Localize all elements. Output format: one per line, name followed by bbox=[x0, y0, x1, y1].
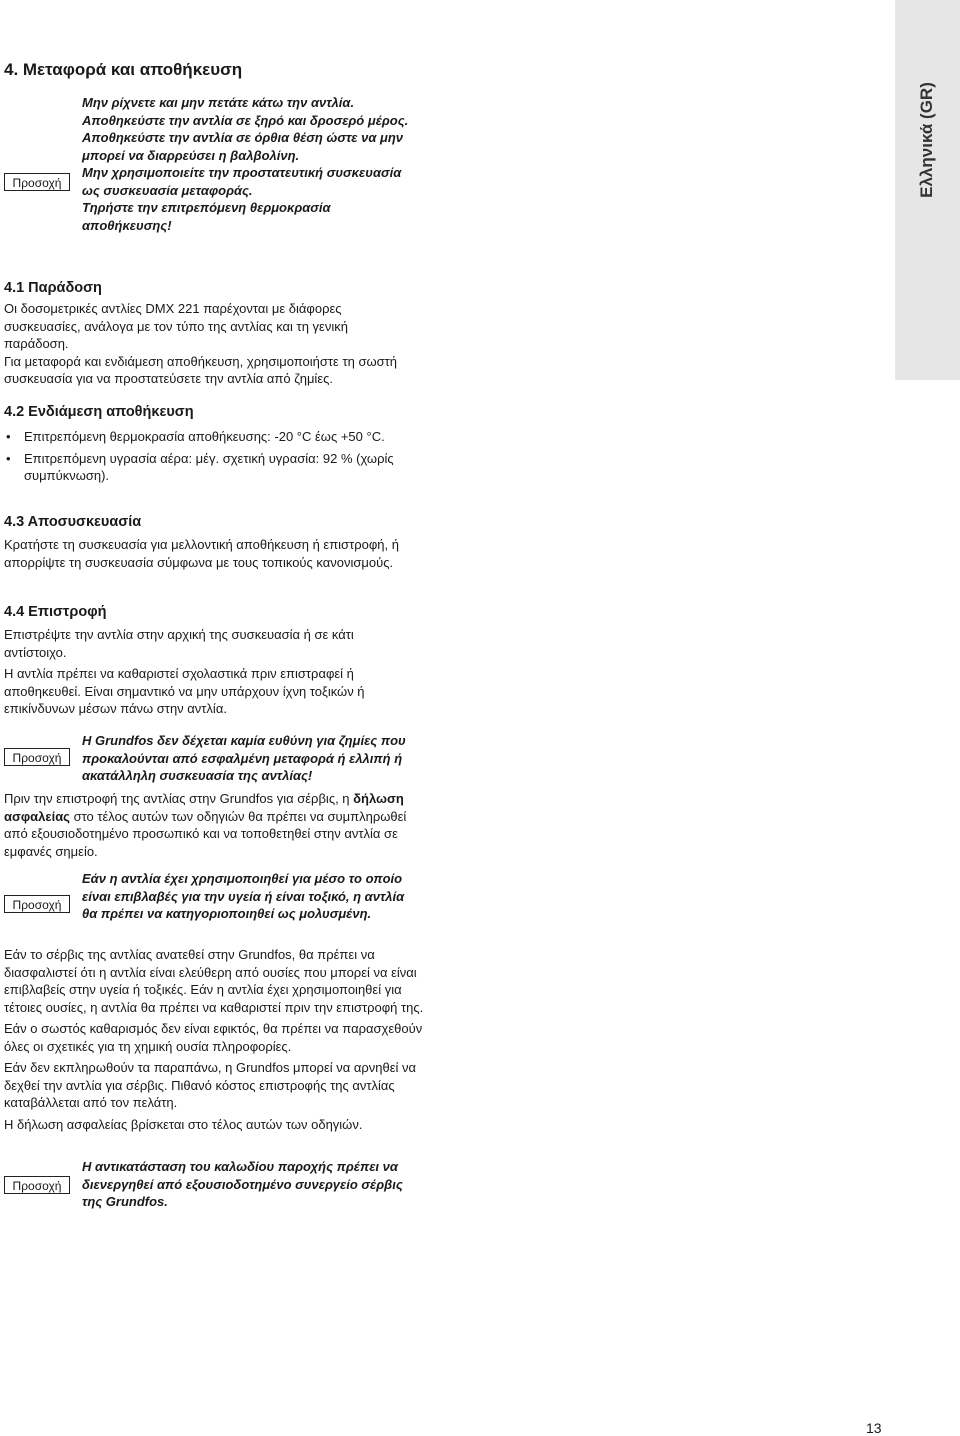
paragraph: Οι δοσομετρικές αντλίες DMX 221 παρέχονται με διάφορες συσκευασίες, ανάλογα με τον τύπο της αντλίας και τη γενική παράδοση. bbox=[4, 301, 348, 351]
return-details-block bbox=[4, 946, 424, 1133]
caution-label: Προσοχή bbox=[4, 1176, 70, 1194]
section-4-1 bbox=[4, 280, 404, 388]
section-4-2 bbox=[4, 404, 404, 489]
list-item: • Επιτρεπόμενη υγρασία αέρα: μέγ. σχετική υγρασία: 92 % (χωρίς συμπύκνωση). bbox=[4, 450, 404, 485]
subsection-title: 4.2 Ενδιάμεση αποθήκευση bbox=[4, 404, 194, 420]
bullet-list bbox=[4, 428, 404, 485]
caution-label: Προσοχή bbox=[4, 748, 70, 766]
section-title: 4. Μεταφορά και αποθήκευση bbox=[4, 60, 243, 79]
caution-text: Η αντικατάσταση του καλωδίου παροχής πρέπει να διενεργηθεί από εξουσιοδοτημένο συνεργείο σέρβις της Grundfos. bbox=[82, 1159, 403, 1209]
return-paragraph-block bbox=[4, 790, 424, 860]
page-number: 13 bbox=[866, 1420, 882, 1436]
paragraph: Η δήλωση ασφαλείας βρίσκεται στο τέλος αυτών των οδηγιών. bbox=[4, 1116, 363, 1132]
section-4-4 bbox=[4, 604, 404, 718]
caution-label: Προσοχή bbox=[4, 173, 70, 191]
paragraph: Για μεταφορά και ενδιάμεση αποθήκευση, χρησιμοποιήστε τη σωστή συσκευασία για να προστατεύσετε την αντλία από ζημίες. bbox=[4, 353, 398, 386]
caution-line: Αποθηκεύστε την αντλία σε όρθια θέση ώστε να μην μπορεί να διαρρεύσει η βαλβολίνη. bbox=[82, 130, 404, 163]
subsection-title: 4.3 Αποσυσκευασία bbox=[4, 514, 142, 530]
caution-text: Η Grundfos δεν δέχεται καμία ευθύνη για ζημίες που προκαλούνται από εσφαλμένη μεταφορά ή ελλιπή ή ακατάλληλη συσκευασία της αντλίας! bbox=[82, 733, 406, 783]
text-run-bold: δήλωση ασφαλείας bbox=[4, 791, 404, 824]
caution-line: Τηρήστε την επιτρεπόμενη θερμοκρασία αποθήκευσης! bbox=[82, 200, 331, 233]
list-item: • Επιτρεπόμενη θερμοκρασία αποθήκευσης: -20 °C έως +50 °C. bbox=[4, 428, 404, 446]
section-4-heading-block bbox=[4, 60, 424, 80]
paragraph: Κρατήστε τη συσκευασία για μελλοντική αποθήκευση ή επιστροφή, ή απορρίψτε τη συσκευασία σύμφωνα με τους τοπικούς κανονισμούς. bbox=[4, 537, 399, 570]
caution-line: Αποθηκεύστε την αντλία σε ξηρό και δροσερό μέρος. bbox=[82, 112, 409, 128]
text-run: στο τέλος αυτών των οδηγιών θα πρέπει να συμπληρωθεί από εξουσιοδοτημένο προσωπικό και να τοποθετηθεί στην αντλία σε εμφανές σημείο. bbox=[4, 808, 407, 859]
text-run: Πριν την επιστροφή της αντλίας στην Grundfos για σέρβις, η bbox=[4, 791, 354, 806]
paragraph: Εάν ο σωστός καθαρισμός δεν είναι εφικτός, θα πρέπει να παρασχεθούν όλες οι σχετικές για τη χημική ουσία πληροφορίες. bbox=[4, 1021, 423, 1054]
paragraph-safety-declaration bbox=[4, 790, 424, 860]
caution-text: Εάν η αντλία έχει χρησιμοποιηθεί για μέσο το οποίο είναι επιβλαβές για την υγεία ή είναι τοξικό, η αντλία θα πρέπει να κατηγοριοποιηθεί ως μολυσμένη. bbox=[82, 871, 405, 921]
paragraph: Η αντλία πρέπει να καθαριστεί σχολαστικά πριν επιστραφεί ή αποθηκευθεί. Είναι σημαντικό να μην υπάρχουν ίχνη τοξικών ή επικίνδυνων μέσων πάνω στην αντλία. bbox=[4, 666, 365, 716]
caution-line: Μην ρίχνετε και μην πετάτε κάτω την αντλία. bbox=[82, 95, 355, 110]
paragraph: Εάν το σέρβις της αντλίας ανατεθεί στην Grundfos, θα πρέπει να διασφαλιστεί ότι η αντλία είναι ελεύθερη από ουσίες που μπορεί να είναι επιβλαβείς στην υγεία ή τοξικές. Εάν η αντλία έχει χρησιμοποιηθεί για τέτοιες ουσίες, η αντλία θα πρέπει να καθαριστεί πριν την επιστροφή της. bbox=[4, 947, 424, 1015]
paragraph: Επιστρέψτε την αντλία στην αρχική της συσκευασία ή σε κάτι αντίστοιχο. bbox=[4, 627, 354, 660]
caution-label: Προσοχή bbox=[4, 895, 70, 913]
caution-line: Μην χρησιμοποιείτε την προστατευτική συσκευασία ως συσκευασία μεταφοράς. bbox=[82, 165, 402, 198]
subsection-title: 4.4 Επιστροφή bbox=[4, 604, 107, 620]
paragraph: Εάν δεν εκπληρωθούν τα παραπάνω, η Grundfos μπορεί να αρνηθεί να δεχθεί την αντλία για σέρβις. Πιθανό κόστος επιστροφής της αντλίας καταβάλλεται από τον πελάτη. bbox=[4, 1060, 417, 1110]
section-4-3 bbox=[4, 514, 404, 571]
language-tab-label: Ελληνικά (GR) bbox=[917, 82, 936, 198]
caution-text bbox=[82, 94, 422, 234]
subsection-title: 4.1 Παράδοση bbox=[4, 280, 102, 296]
